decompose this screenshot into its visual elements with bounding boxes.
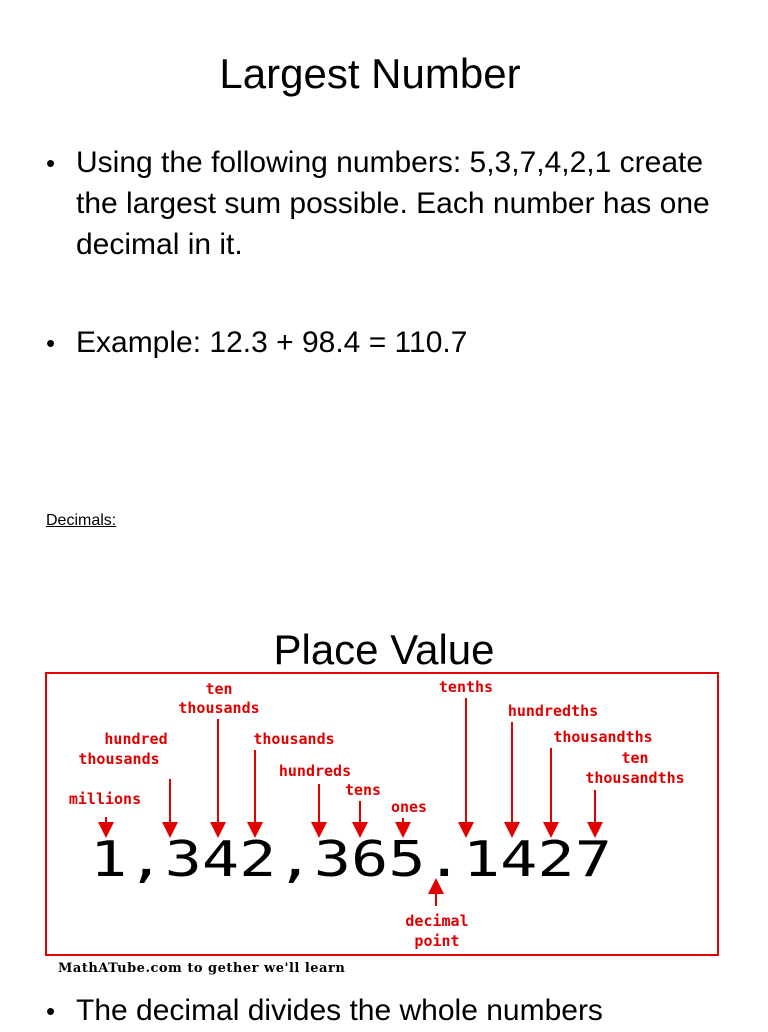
bullet-instructions [46,142,736,261]
label-tens: tens [344,781,382,799]
label-hundreds: hundreds [278,762,352,780]
label-ten-thousandths-line1: ten [621,749,649,767]
bullet-text: Example: 12.3 + 98.4 = 110.7 [76,326,468,359]
bullet-dot: • [46,148,56,178]
label-ten-thousandths-line2: thousandths [585,769,685,787]
label-millions: millions [68,790,142,808]
label-hundred-thousands-line2: thousands [78,750,160,768]
credit-text: MathATube.com to gether we'll learn [58,961,346,976]
decimals-link[interactable]: Decimals: [46,512,117,529]
place-value-diagram [47,674,721,958]
label-tenths: tenths [438,678,494,696]
label-ten-thousands-line1: ten [205,680,233,698]
bullet-text: Using the following numbers: 5,3,7,4,2,1 create the largest sum possible. Each number has one decimal in it. [76,146,710,261]
place-value-number: 1,342,365.1427 [90,831,612,888]
place-value-figure [45,672,719,956]
bullet-example [46,322,736,364]
bullet-decimal-divides [46,990,746,1032]
label-decimal-point-line2: point [414,932,460,950]
label-thousandths: thousandths [553,728,653,746]
label-hundred-thousands-line1: hundred [104,730,168,748]
bullet-dot: • [46,328,56,358]
label-hundredths: hundredths [507,702,599,720]
slide-title-largest-number: Largest Number [219,50,521,97]
label-ones: ones [390,798,428,816]
label-thousands: thousands [253,730,335,748]
label-decimal-point-line1: decimal [405,912,469,930]
bullet-dot: • [46,996,56,1026]
slide-title-place-value: Place Value [273,626,495,673]
bullet-text: The decimal divides the whole numbers [76,994,603,1027]
label-ten-thousands-line2: thousands [178,699,260,717]
